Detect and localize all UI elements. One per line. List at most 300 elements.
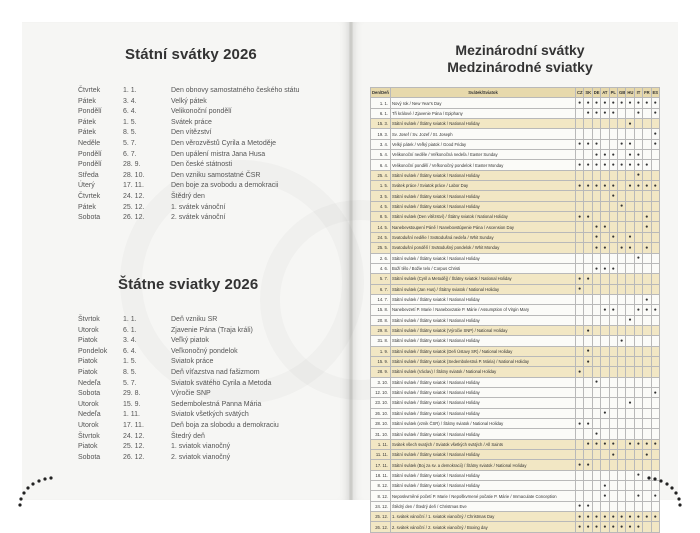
- holiday-row: [78, 213, 351, 224]
- country-mark: [609, 408, 617, 418]
- country-mark: [643, 387, 651, 397]
- holiday-row: [78, 357, 351, 368]
- header-country: ES: [651, 88, 659, 98]
- country-mark: ●: [634, 439, 642, 449]
- sk-holiday-list: [78, 315, 351, 463]
- country-mark: [584, 387, 592, 397]
- country-mark: ●: [609, 98, 617, 108]
- row-holiday-name: Státní svátek / Štátny sviatok / National Holiday: [391, 253, 576, 263]
- country-mark: [576, 170, 584, 180]
- country-mark: [617, 398, 625, 408]
- table-row: [371, 450, 660, 460]
- row-holiday-name: Státní svátek / Štátny sviatok / National Holiday: [391, 398, 576, 408]
- table-row: [371, 336, 660, 346]
- country-mark: [584, 450, 592, 460]
- holiday-date: 5. 7.: [123, 379, 137, 387]
- country-mark: ●: [584, 160, 592, 170]
- holiday-row: [78, 400, 351, 411]
- country-mark: [617, 377, 625, 387]
- country-mark: ●: [584, 501, 592, 511]
- country-mark: [609, 284, 617, 294]
- country-mark: [601, 253, 609, 263]
- country-mark: [592, 315, 600, 325]
- country-mark: [576, 253, 584, 263]
- country-mark: [651, 419, 659, 429]
- country-mark: ●: [643, 294, 651, 304]
- country-mark: [584, 294, 592, 304]
- country-mark: [617, 356, 625, 366]
- table-row: [371, 119, 660, 129]
- holiday-name: Svátek práce: [171, 118, 212, 126]
- country-mark: ●: [617, 243, 625, 253]
- table-row: [371, 294, 660, 304]
- table-row: [371, 150, 660, 160]
- cz-holidays-title: Státní svátky 2026: [125, 46, 257, 63]
- country-mark: [651, 367, 659, 377]
- country-mark: [584, 284, 592, 294]
- country-mark: [634, 398, 642, 408]
- row-date: 20. 8.: [371, 315, 391, 325]
- country-mark: ●: [634, 98, 642, 108]
- country-mark: [617, 181, 625, 191]
- country-mark: [592, 253, 600, 263]
- row-date: 5. 4.: [371, 150, 391, 160]
- country-mark: [626, 470, 634, 480]
- country-mark: ●: [634, 253, 642, 263]
- country-mark: ●: [601, 512, 609, 522]
- table-row: [371, 501, 660, 511]
- table-row: [371, 232, 660, 242]
- holiday-date: 3. 4.: [123, 97, 137, 105]
- country-mark: [592, 305, 600, 315]
- holiday-name: Velký pátek: [171, 97, 207, 105]
- country-mark: ●: [609, 522, 617, 532]
- country-mark: ●: [626, 181, 634, 191]
- country-mark: [576, 129, 584, 139]
- country-mark: ●: [592, 98, 600, 108]
- country-mark: [643, 129, 651, 139]
- row-holiday-name: 2. svátek vánoční / 2. sviatok vianočný / Boxing day: [391, 522, 576, 532]
- holiday-row: [78, 150, 351, 161]
- country-mark: ●: [609, 160, 617, 170]
- country-mark: [626, 263, 634, 273]
- holiday-date: 26. 12.: [123, 453, 145, 461]
- country-mark: [609, 491, 617, 501]
- country-mark: [626, 284, 634, 294]
- country-mark: [609, 346, 617, 356]
- country-mark: ●: [651, 305, 659, 315]
- country-mark: ●: [643, 212, 651, 222]
- row-date: 31. 10.: [371, 429, 391, 439]
- country-mark: [592, 336, 600, 346]
- row-date: 28. 10.: [371, 419, 391, 429]
- country-mark: [576, 491, 584, 501]
- country-mark: [651, 284, 659, 294]
- country-mark: ●: [643, 222, 651, 232]
- country-mark: ●: [584, 212, 592, 222]
- holiday-name: Den boje za svobodu a demokracii: [171, 182, 279, 190]
- country-mark: [592, 460, 600, 470]
- country-mark: [651, 325, 659, 335]
- row-holiday-name: Státní svátek (Cyril a Metoděj) / Štátny sviatok / National Holiday: [391, 274, 576, 284]
- row-holiday-name: Státní svátek / Štátny sviatok (Deň Ústavy SR) / National Holiday: [391, 346, 576, 356]
- country-mark: [634, 429, 642, 439]
- country-mark: [634, 263, 642, 273]
- holiday-row: [78, 192, 351, 203]
- country-mark: [584, 201, 592, 211]
- holiday-name: Deň boja za slobodu a demokraciu: [171, 421, 279, 429]
- country-mark: ●: [609, 181, 617, 191]
- holiday-day: Pondělí: [78, 150, 102, 158]
- holiday-day: Piatok: [78, 443, 98, 451]
- row-date: 15. 8.: [371, 305, 391, 315]
- row-date: 5. 7.: [371, 274, 391, 284]
- country-mark: [626, 325, 634, 335]
- country-mark: ●: [576, 284, 584, 294]
- country-mark: [592, 274, 600, 284]
- row-date: 14. 5.: [371, 222, 391, 232]
- country-mark: ●: [592, 139, 600, 149]
- country-mark: ●: [592, 160, 600, 170]
- row-date: 26. 12.: [371, 522, 391, 532]
- country-mark: [617, 170, 625, 180]
- holiday-name: Sviatok práce: [171, 358, 214, 366]
- country-mark: [634, 139, 642, 149]
- table-row: [371, 419, 660, 429]
- country-mark: [592, 212, 600, 222]
- row-holiday-name: Tři králové / Zjavenie Pána / Epiphany: [391, 108, 576, 118]
- country-mark: ●: [617, 522, 625, 532]
- country-mark: [601, 294, 609, 304]
- country-mark: [634, 284, 642, 294]
- country-mark: [601, 377, 609, 387]
- country-mark: ●: [634, 522, 642, 532]
- country-mark: [643, 398, 651, 408]
- holiday-date: 3. 4.: [123, 337, 137, 345]
- country-mark: [617, 305, 625, 315]
- country-mark: [617, 439, 625, 449]
- row-holiday-name: Státní svátek / Štátny sviatok / National Holiday: [391, 191, 576, 201]
- country-mark: [576, 398, 584, 408]
- country-mark: [609, 460, 617, 470]
- country-mark: [634, 201, 642, 211]
- row-date: 23. 10.: [371, 398, 391, 408]
- country-mark: ●: [626, 398, 634, 408]
- country-mark: [584, 305, 592, 315]
- country-mark: [609, 429, 617, 439]
- table-row: [371, 481, 660, 491]
- country-mark: [626, 491, 634, 501]
- table-row: [371, 253, 660, 263]
- country-mark: [576, 232, 584, 242]
- country-mark: ●: [576, 274, 584, 284]
- country-mark: ●: [576, 512, 584, 522]
- country-mark: [584, 367, 592, 377]
- country-mark: [576, 481, 584, 491]
- country-mark: [643, 284, 651, 294]
- country-mark: [609, 212, 617, 222]
- country-mark: [626, 450, 634, 460]
- holiday-name: Deň vzniku SR: [171, 316, 218, 323]
- country-mark: [643, 263, 651, 273]
- holiday-name: Deň víťazstva nad fašizmom: [171, 368, 260, 376]
- row-date: 15. 3.: [371, 119, 391, 129]
- header-country: SK: [584, 88, 592, 98]
- country-mark: [601, 398, 609, 408]
- header-country: PL: [609, 88, 617, 98]
- country-mark: ●: [576, 522, 584, 532]
- country-mark: [584, 170, 592, 180]
- country-mark: ●: [626, 315, 634, 325]
- country-mark: [643, 356, 651, 366]
- table-row: [371, 108, 660, 118]
- country-mark: ●: [634, 512, 642, 522]
- country-mark: [626, 274, 634, 284]
- holiday-name: Zjavenie Pána (Traja králi): [171, 326, 253, 334]
- row-holiday-name: Nanebevstoupení Páně / Nanebovstúpenie Pána / Ascension Day: [391, 222, 576, 232]
- country-mark: [576, 408, 584, 418]
- country-mark: [617, 387, 625, 397]
- country-mark: [609, 201, 617, 211]
- country-mark: ●: [634, 150, 642, 160]
- country-mark: [609, 501, 617, 511]
- country-mark: [626, 108, 634, 118]
- country-mark: [601, 419, 609, 429]
- country-mark: [601, 367, 609, 377]
- holiday-date: 5. 7.: [123, 139, 137, 147]
- holiday-date: 25. 12.: [123, 203, 145, 211]
- country-mark: [643, 325, 651, 335]
- country-mark: ●: [584, 139, 592, 149]
- header-country: GB: [617, 88, 625, 98]
- row-holiday-name: 1. svátek vánoční / 1. sviatok vianočný / Christmas Day: [391, 512, 576, 522]
- country-mark: ●: [601, 305, 609, 315]
- country-mark: [634, 119, 642, 129]
- country-mark: [651, 263, 659, 273]
- row-holiday-name: Státní svátek / Štátny sviatok / National Holiday: [391, 377, 576, 387]
- country-mark: ●: [643, 243, 651, 253]
- country-mark: [617, 284, 625, 294]
- country-mark: ●: [576, 367, 584, 377]
- country-mark: [576, 387, 584, 397]
- country-mark: ●: [592, 222, 600, 232]
- country-mark: [626, 212, 634, 222]
- country-mark: [576, 119, 584, 129]
- country-mark: [584, 243, 592, 253]
- table-row: [371, 522, 660, 532]
- country-mark: ●: [617, 160, 625, 170]
- country-mark: [576, 315, 584, 325]
- holiday-day: Čtvrtek: [78, 87, 101, 94]
- country-mark: [609, 243, 617, 253]
- country-mark: [617, 460, 625, 470]
- holiday-day: Utorok: [78, 421, 99, 429]
- holiday-name: Den upálení mistra Jana Husa: [171, 150, 266, 158]
- country-mark: [617, 315, 625, 325]
- holiday-day: Nedeľa: [78, 411, 101, 419]
- country-mark: [634, 232, 642, 242]
- country-mark: ●: [626, 522, 634, 532]
- country-mark: [617, 294, 625, 304]
- country-mark: ●: [584, 98, 592, 108]
- holiday-name: Den věrozvěstů Cyrila a Metoděje: [171, 139, 277, 147]
- row-date: 31. 8.: [371, 336, 391, 346]
- row-date: 25. 4.: [371, 170, 391, 180]
- table-row: [371, 222, 660, 232]
- table-row: [371, 356, 660, 366]
- country-mark: [601, 274, 609, 284]
- holiday-row: [78, 315, 351, 326]
- country-mark: [634, 336, 642, 346]
- holiday-row: [78, 139, 351, 150]
- country-mark: [584, 263, 592, 273]
- table-row: [371, 284, 660, 294]
- country-mark: [576, 336, 584, 346]
- country-mark: [601, 325, 609, 335]
- country-mark: ●: [643, 305, 651, 315]
- country-mark: [651, 408, 659, 418]
- country-mark: [609, 336, 617, 346]
- international-holidays-title: [400, 42, 640, 76]
- row-holiday-name: Státní svátek / Štátny sviatok / National Holiday: [391, 294, 576, 304]
- country-mark: [643, 139, 651, 149]
- country-mark: [576, 150, 584, 160]
- country-mark: [609, 170, 617, 180]
- holiday-date: 6. 4.: [123, 347, 137, 355]
- country-mark: ●: [584, 356, 592, 366]
- country-mark: [609, 222, 617, 232]
- country-mark: [617, 253, 625, 263]
- country-mark: ●: [592, 377, 600, 387]
- country-mark: [634, 408, 642, 418]
- country-mark: [576, 222, 584, 232]
- holiday-name: 2. sviatok vianočný: [171, 453, 231, 461]
- row-holiday-name: Státní svátek / Štátny sviatok / National Holiday: [391, 429, 576, 439]
- left-corner-dots: [16, 455, 56, 515]
- country-mark: [609, 315, 617, 325]
- holiday-day: Piatok: [78, 358, 98, 366]
- country-mark: [634, 191, 642, 201]
- country-mark: [609, 325, 617, 335]
- country-mark: ●: [584, 439, 592, 449]
- country-mark: [626, 201, 634, 211]
- row-date: 1. 9.: [371, 346, 391, 356]
- row-date: 3. 4.: [371, 139, 391, 149]
- country-mark: ●: [576, 460, 584, 470]
- country-mark: [626, 367, 634, 377]
- country-mark: [592, 470, 600, 480]
- country-mark: [626, 305, 634, 315]
- country-mark: [643, 429, 651, 439]
- country-mark: [617, 419, 625, 429]
- sk-holidays-title: Štátne sviatky 2026: [118, 276, 259, 293]
- country-mark: ●: [592, 263, 600, 273]
- country-mark: [609, 253, 617, 263]
- table-row: [371, 367, 660, 377]
- country-mark: [592, 294, 600, 304]
- holiday-date: 17. 11.: [123, 182, 144, 190]
- holiday-row: [78, 326, 351, 337]
- holiday-name: 1. svátek vánoční: [171, 203, 226, 211]
- country-mark: [609, 367, 617, 377]
- country-mark: [584, 398, 592, 408]
- country-mark: [601, 356, 609, 366]
- country-mark: [626, 460, 634, 470]
- country-mark: [601, 387, 609, 397]
- country-mark: [617, 108, 625, 118]
- country-mark: [643, 274, 651, 284]
- holiday-date: 8. 5.: [123, 129, 137, 137]
- table-row: [371, 274, 660, 284]
- row-holiday-name: Státní svátek / Štátny sviatok / National Holiday: [391, 450, 576, 460]
- country-mark: ●: [634, 491, 642, 501]
- header-country: IT: [634, 88, 642, 98]
- country-mark: ●: [651, 491, 659, 501]
- country-mark: [592, 491, 600, 501]
- holiday-day: Sobota: [78, 214, 101, 222]
- country-mark: ●: [601, 522, 609, 532]
- country-mark: [643, 419, 651, 429]
- country-mark: ●: [609, 232, 617, 242]
- country-mark: [576, 191, 584, 201]
- country-mark: ●: [626, 150, 634, 160]
- holiday-date: 28. 9.: [123, 161, 141, 169]
- country-mark: [643, 201, 651, 211]
- country-mark: ●: [584, 522, 592, 532]
- country-mark: ●: [609, 191, 617, 201]
- header-country: DE: [592, 88, 600, 98]
- country-mark: ●: [609, 512, 617, 522]
- country-mark: ●: [592, 108, 600, 118]
- country-mark: [592, 346, 600, 356]
- holiday-row: [78, 203, 351, 214]
- country-mark: ●: [609, 108, 617, 118]
- holiday-date: 24. 12.: [123, 432, 145, 440]
- country-mark: [617, 222, 625, 232]
- country-mark: [643, 108, 651, 118]
- holiday-row: [78, 368, 351, 379]
- row-date: 17. 11.: [371, 460, 391, 470]
- country-mark: ●: [643, 439, 651, 449]
- holiday-date: 6. 7.: [123, 150, 137, 158]
- country-mark: [584, 377, 592, 387]
- country-mark: [634, 419, 642, 429]
- country-mark: [634, 501, 642, 511]
- country-mark: [592, 129, 600, 139]
- header-date: Den/Deň: [371, 88, 391, 98]
- country-mark: [601, 129, 609, 139]
- table-row: [371, 170, 660, 180]
- country-mark: ●: [643, 181, 651, 191]
- row-holiday-name: Státní svátek / Štátny sviatok / National Holiday: [391, 315, 576, 325]
- country-mark: ●: [592, 522, 600, 532]
- table-row: [371, 191, 660, 201]
- country-mark: [576, 305, 584, 315]
- country-mark: [617, 150, 625, 160]
- country-mark: ●: [651, 139, 659, 149]
- country-mark: [634, 325, 642, 335]
- country-mark: [584, 129, 592, 139]
- country-mark: ●: [651, 387, 659, 397]
- country-mark: ●: [626, 119, 634, 129]
- row-date: 2. 6.: [371, 253, 391, 263]
- row-date: 8. 5.: [371, 212, 391, 222]
- holiday-row: [78, 453, 351, 464]
- country-mark: [601, 119, 609, 129]
- row-date: 11. 11.: [371, 450, 391, 460]
- country-mark: [617, 274, 625, 284]
- country-mark: [651, 253, 659, 263]
